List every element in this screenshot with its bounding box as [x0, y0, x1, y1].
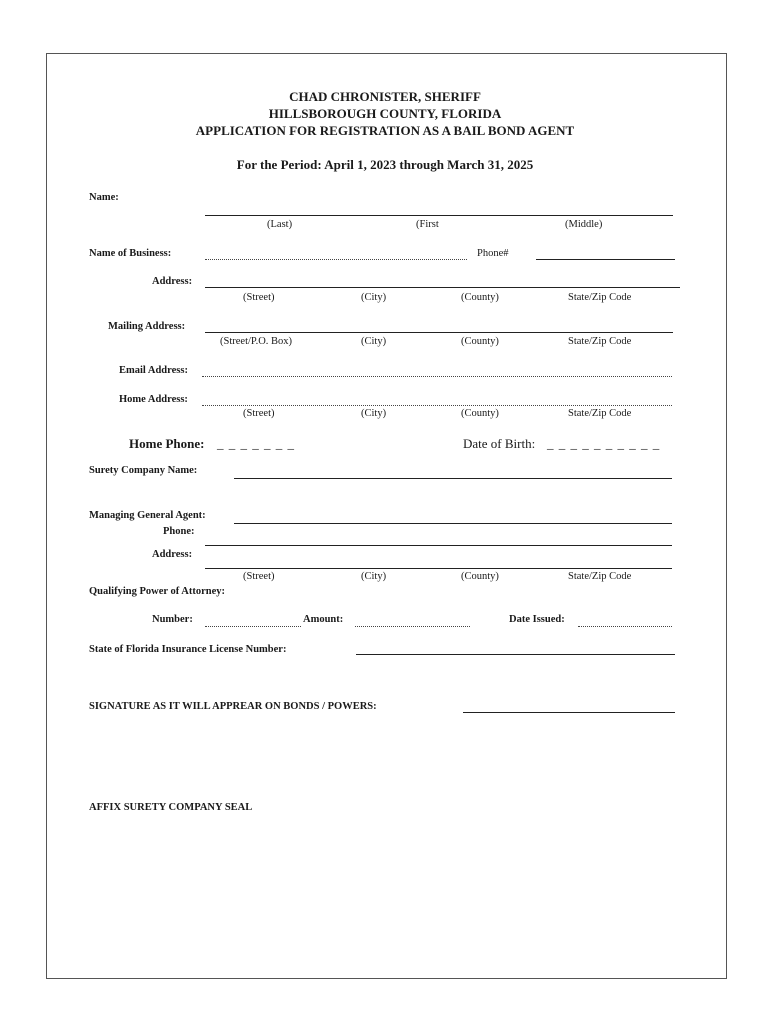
seal-label: AFFIX SURETY COMPANY SEAL — [89, 802, 253, 813]
dob-field[interactable]: _ _ _ _ _ _ _ _ _ _ — [547, 436, 661, 451]
name-field[interactable] — [205, 215, 673, 216]
signature-field[interactable] — [463, 712, 675, 713]
qpa-amount-label: Amount: — [303, 614, 344, 625]
address-street-caption: (Street) — [243, 292, 275, 303]
business-phone-field[interactable] — [536, 259, 675, 260]
dob-label: Date of Birth: — [463, 436, 536, 451]
license-field[interactable] — [356, 654, 675, 655]
home-address-label: Home Address: — [119, 394, 188, 405]
email-label: Email Address: — [119, 365, 188, 376]
last-caption: (Last) — [267, 219, 293, 230]
address-county-caption: (County) — [461, 292, 499, 303]
qpa-date-label: Date Issued: — [509, 614, 565, 625]
mailing-statezip-caption: State/Zip Code — [568, 336, 632, 347]
address-label: Address: — [152, 276, 193, 287]
mga-address-field[interactable] — [205, 568, 672, 569]
home-phone-label: Home Phone: — [129, 436, 205, 451]
business-label: Name of Business: — [89, 248, 172, 259]
mga-phone-field[interactable] — [205, 545, 672, 546]
address-field[interactable] — [205, 287, 680, 288]
qpa-date-field[interactable] — [578, 626, 672, 627]
home-county-caption: (County) — [461, 408, 499, 419]
first-caption: (First — [416, 219, 439, 230]
home-street-caption: (Street) — [243, 408, 275, 419]
home-phone-field[interactable]: _ _ _ _ _ _ _ — [217, 436, 295, 451]
mailing-city-caption: (City) — [361, 336, 387, 347]
home-address-field[interactable] — [202, 405, 672, 406]
header-sheriff: CHAD CHRONISTER, SHERIFF — [289, 89, 481, 104]
qpa-number-label: Number: — [152, 614, 193, 625]
mga-field[interactable] — [234, 523, 672, 524]
business-phone-label: Phone# — [477, 248, 509, 259]
qpa-amount-field[interactable] — [355, 626, 470, 627]
qpa-label: Qualifying Power of Attorney: — [89, 586, 225, 597]
middle-caption: (Middle) — [565, 219, 603, 230]
mailing-field[interactable] — [205, 332, 673, 333]
mailing-street-caption: (Street/P.O. Box) — [220, 336, 293, 347]
surety-field[interactable] — [234, 478, 672, 479]
email-field[interactable] — [202, 376, 672, 377]
home-city-caption: (City) — [361, 408, 387, 419]
home-statezip-caption: State/Zip Code — [568, 408, 632, 419]
surety-label: Surety Company Name: — [89, 465, 198, 476]
mga-label: Managing General Agent: — [89, 510, 206, 521]
mga-address-label: Address: — [152, 549, 193, 560]
mga-phone-label: Phone: — [163, 526, 195, 537]
address-city-caption: (City) — [361, 292, 387, 303]
mga-statezip-caption: State/Zip Code — [568, 571, 632, 582]
license-label: State of Florida Insurance License Number: — [89, 644, 287, 655]
qpa-number-field[interactable] — [205, 626, 301, 627]
period-text: For the Period: April 1, 2023 through March 31, 2025 — [236, 157, 534, 172]
header-title: APPLICATION FOR REGISTRATION AS A BAIL BOND AGENT — [195, 123, 575, 138]
signature-label: SIGNATURE AS IT WILL APPREAR ON BONDS / POWERS: — [89, 701, 377, 712]
mailing-county-caption: (County) — [461, 336, 499, 347]
business-field[interactable] — [205, 259, 467, 260]
header-county: HILLSBOROUGH COUNTY, FLORIDA — [268, 106, 502, 121]
address-statezip-caption: State/Zip Code — [568, 292, 632, 303]
mailing-label: Mailing Address: — [108, 321, 186, 332]
mga-county-caption: (County) — [461, 571, 499, 582]
mga-street-caption: (Street) — [243, 571, 275, 582]
name-label: Name: — [89, 192, 119, 203]
mga-city-caption: (City) — [361, 571, 387, 582]
